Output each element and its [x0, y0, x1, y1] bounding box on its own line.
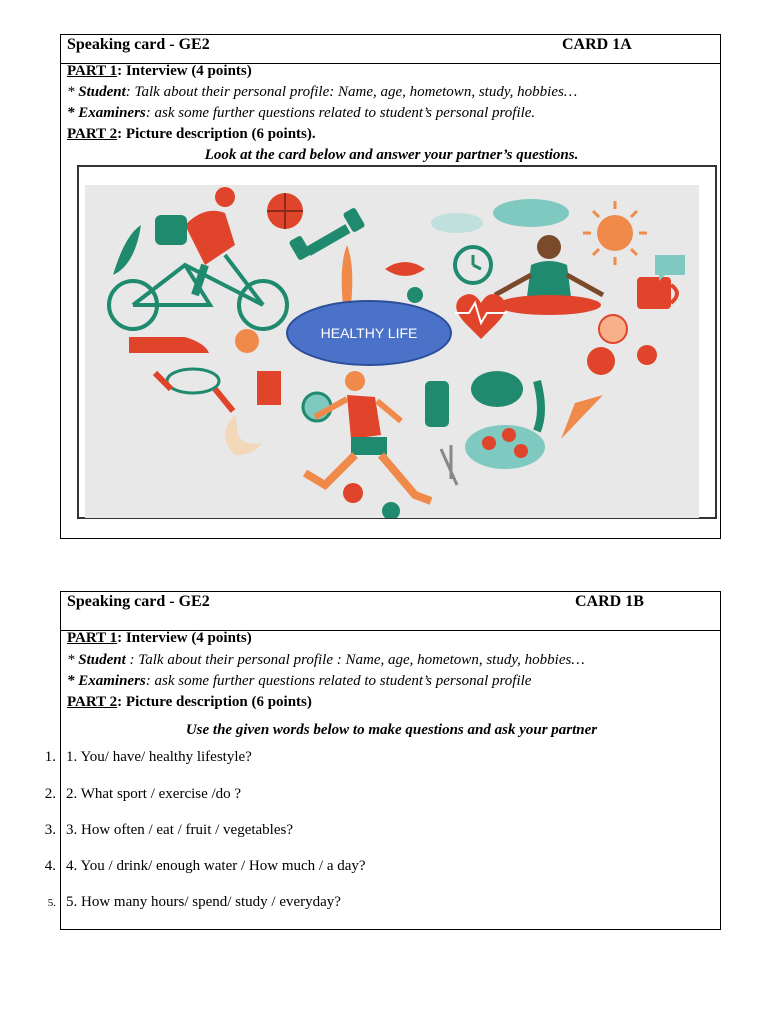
cyclist-icon [109, 187, 287, 329]
heartbeat-heart-icon [455, 294, 507, 339]
part2-heading: PART 2: Picture description (6 points). [67, 126, 316, 142]
question-item: 4. You / drink/ enough water / How much / a day? [66, 858, 366, 874]
examiner-instruction: * Examiners: ask some further questions related to student’s personal profile. [67, 105, 536, 121]
part2-heading: PART 2: Picture description (6 points) [67, 694, 312, 710]
card-header [61, 35, 720, 64]
question-number: 1. [44, 749, 56, 765]
card-header [61, 592, 720, 631]
speaking-card-1a [60, 34, 721, 539]
chat-heart-icon [655, 255, 685, 281]
orange-slice-icon [235, 329, 259, 353]
question-number: 4. [44, 858, 56, 874]
question-item: 3. How often / eat / fruit / vegetables? [66, 822, 294, 838]
shoe-icon [129, 337, 209, 353]
question-number: 3. [44, 822, 56, 838]
tomato-icon [637, 345, 657, 365]
grapefruit-icon [587, 347, 615, 375]
student-instruction: * Student : Talk about their personal profile : Name, age, hometown, study, hobbies… [67, 652, 585, 668]
alarm-clock-icon [455, 247, 491, 283]
lotus-icon [385, 262, 425, 276]
wheat-icon [342, 245, 353, 305]
runner-icon [305, 371, 431, 501]
juice-icon [257, 371, 281, 405]
leaf-icon [113, 225, 141, 275]
question-item: 5. How many hours/ spend/ study / everyday? [66, 894, 341, 910]
jump-rope-icon [155, 369, 233, 411]
card-code: CARD 1B [575, 593, 644, 610]
student-instruction: * Student: Talk about their personal profile: Name, age, hometown, study, hobbies… [67, 84, 578, 100]
question-instruction: Use the given words below to make questions and ask your partner [185, 722, 598, 738]
card-title: Speaking card - GE2 [67, 593, 210, 610]
flower-icon [343, 483, 363, 503]
sun-icon [583, 201, 647, 265]
flower-icon-bottom [382, 502, 400, 518]
healthy-life-label: HEALTHY LIFE [320, 325, 418, 341]
mug-icon [637, 277, 677, 309]
card-title: Speaking card - GE2 [67, 36, 210, 53]
part1-heading: PART 1: Interview (4 points) [67, 630, 252, 646]
healthy-life-svg [85, 185, 699, 518]
salad-bowl-icon [465, 425, 545, 469]
question-number: 2. [44, 786, 56, 802]
cloud-icon [431, 199, 569, 233]
question-number: 5. [47, 897, 56, 909]
basketball-icon [267, 193, 303, 229]
part1-heading: PART 1: Interview (4 points) [67, 63, 252, 79]
examiner-instruction: * Examiners: ask some further questions related to student’s personal profile [67, 673, 532, 689]
peas-icon [537, 381, 541, 431]
question-item: 1. You/ have/ healthy lifestyle? [66, 749, 252, 765]
lettuce-icon [471, 371, 523, 407]
cutlery-icon [441, 445, 457, 485]
carrot-icon [561, 395, 603, 439]
card-code: CARD 1A [562, 36, 632, 53]
healthy-life-ellipse [287, 301, 451, 365]
apple-icon [599, 315, 627, 343]
healthy-life-illustration [85, 185, 699, 518]
moon-icon [225, 415, 261, 455]
picture-instruction: Look at the card below and answer your partner’s questions. [204, 147, 579, 163]
picture-frame [77, 165, 717, 519]
meditation-icon [495, 235, 603, 315]
flower-icon-small [407, 287, 423, 303]
question-item: 2. What sport / exercise /do ? [66, 786, 242, 802]
water-bottle-icon [425, 381, 449, 427]
